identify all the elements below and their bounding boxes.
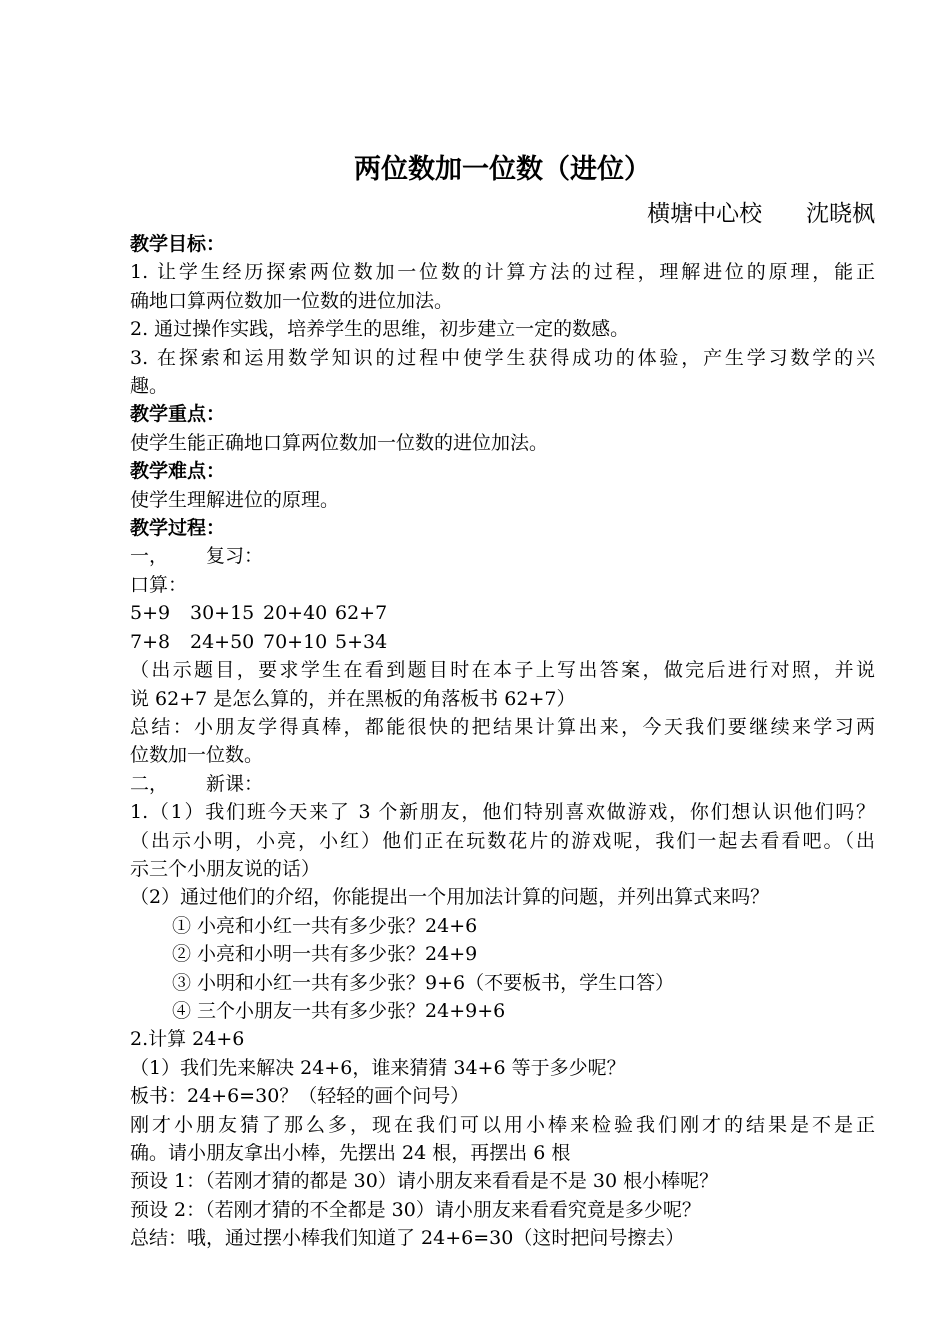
goal-3-line-b: 趣。: [130, 375, 169, 398]
oral-item: 70+10: [263, 630, 328, 653]
question-3: ③ 小明和小红一共有多少张？9+6（不要板书，学生口答）: [172, 971, 675, 994]
document-body: [130, 230, 875, 1253]
note-line-a: （出示题目，要求学生在看到题目时在本子上写出答案，做完后进行对照，并说: [130, 659, 875, 682]
oral-item: 62+7: [335, 602, 388, 625]
new-number: 二，: [130, 772, 169, 795]
goal-3-line-a: 3. 在探索和运用数学知识的过程中使学生获得成功的体验，产生学习数学的兴: [130, 346, 875, 369]
oral-row-1: [130, 599, 875, 627]
oral-item: 7+8: [130, 630, 171, 653]
part-1-line-c: 示三个小朋友说的话）: [130, 857, 321, 880]
difficulty-text: 使学生理解进位的原理。: [130, 488, 340, 511]
difficulty-heading: 教学难点：: [130, 460, 226, 483]
question-4: ④ 三个小朋友一共有多少张？24+9+6: [172, 999, 506, 1022]
part-1-line-b: （出示小明，小亮，小红）他们正在玩数花片的游戏呢，我们一起去看看吧。（出: [130, 829, 875, 852]
note-line-b: 说 62+7 是怎么算的，并在黑板的角落板书 62+7）: [130, 687, 576, 710]
goals-heading: 教学目标：: [130, 233, 226, 255]
question-1: ① 小亮和小红一共有多少张？24+6: [172, 914, 478, 937]
oral-item: 20+40: [263, 602, 328, 625]
part-1-line-a: 1.（1）我们班今天来了 3 个新朋友，他们特别喜欢做游戏，你们想认识他们吗？: [130, 801, 875, 824]
goal-1-line-b: 确地口算两位数加一位数的进位加法。: [130, 289, 454, 312]
review-label: 复习：: [206, 545, 264, 568]
summary-line-b: 位数加一位数。: [130, 744, 264, 767]
oral-label: 口算：: [130, 573, 188, 596]
goal-2: 2. 通过操作实践，培养学生的思维，初步建立一定的数感。: [130, 318, 630, 341]
oral-item: 30+15: [190, 602, 255, 625]
oral-row-2: [130, 628, 875, 656]
preset-1: 预设 1：（若刚才猜的都是 30）请小朋友来看看是不是 30 根小棒呢？: [130, 1170, 719, 1193]
keypoint-text: 使学生能正确地口算两位数加一位数的进位加法。: [130, 431, 549, 454]
keypoint-heading: 教学重点：: [130, 403, 226, 426]
verify-line-a: 刚才小朋友猜了那么多，现在我们可以用小棒来检验我们刚才的结果是不是正: [130, 1113, 875, 1136]
new-section-title: [130, 770, 875, 798]
question-2: ② 小亮和小明一共有多少张？24+9: [172, 943, 478, 966]
board-note: 板书：24+6=30？（轻轻的画个问号）: [130, 1085, 470, 1108]
oral-item: 5+9: [130, 602, 171, 625]
conclusion: 总结：哦，通过摆小棒我们知道了 24+6=30（这时把问号擦去）: [130, 1227, 685, 1250]
part-2: （2）通过他们的介绍，你能提出一个用加法计算的问题，并列出算式来吗？: [130, 886, 770, 909]
summary-line-a: 总结：小朋友学得真棒，都能很快的把结果计算出来，今天我们要继续来学习两: [130, 715, 875, 738]
verify-line-b: 确。请小朋友拿出小棒，先摆出 24 根，再摆出 6 根: [130, 1142, 571, 1164]
goal-1-line-a: 1. 让学生经历探索两位数加一位数的计算方法的过程，理解进位的原理，能正: [130, 261, 875, 284]
process-heading: 教学过程：: [130, 517, 226, 540]
new-label: 新课：: [206, 772, 264, 795]
review-section-title: [130, 542, 875, 570]
review-number: 一，: [130, 545, 169, 568]
document-title: 两位数加一位数（进位）: [354, 154, 651, 185]
calc-title: 2.计算 24+6: [130, 1028, 245, 1051]
oral-item: 24+50: [190, 630, 255, 653]
calc-step-1: （1）我们先来解决 24+6，谁来猜猜 34+6 等于多少呢？: [130, 1056, 626, 1079]
author-line: 横塘中心校 沈晓枫: [647, 201, 875, 227]
oral-item: 5+34: [335, 630, 388, 653]
preset-2: 预设 2：（若刚才猜的不全都是 30）请小朋友来看看究竟是多少呢？: [130, 1198, 701, 1221]
